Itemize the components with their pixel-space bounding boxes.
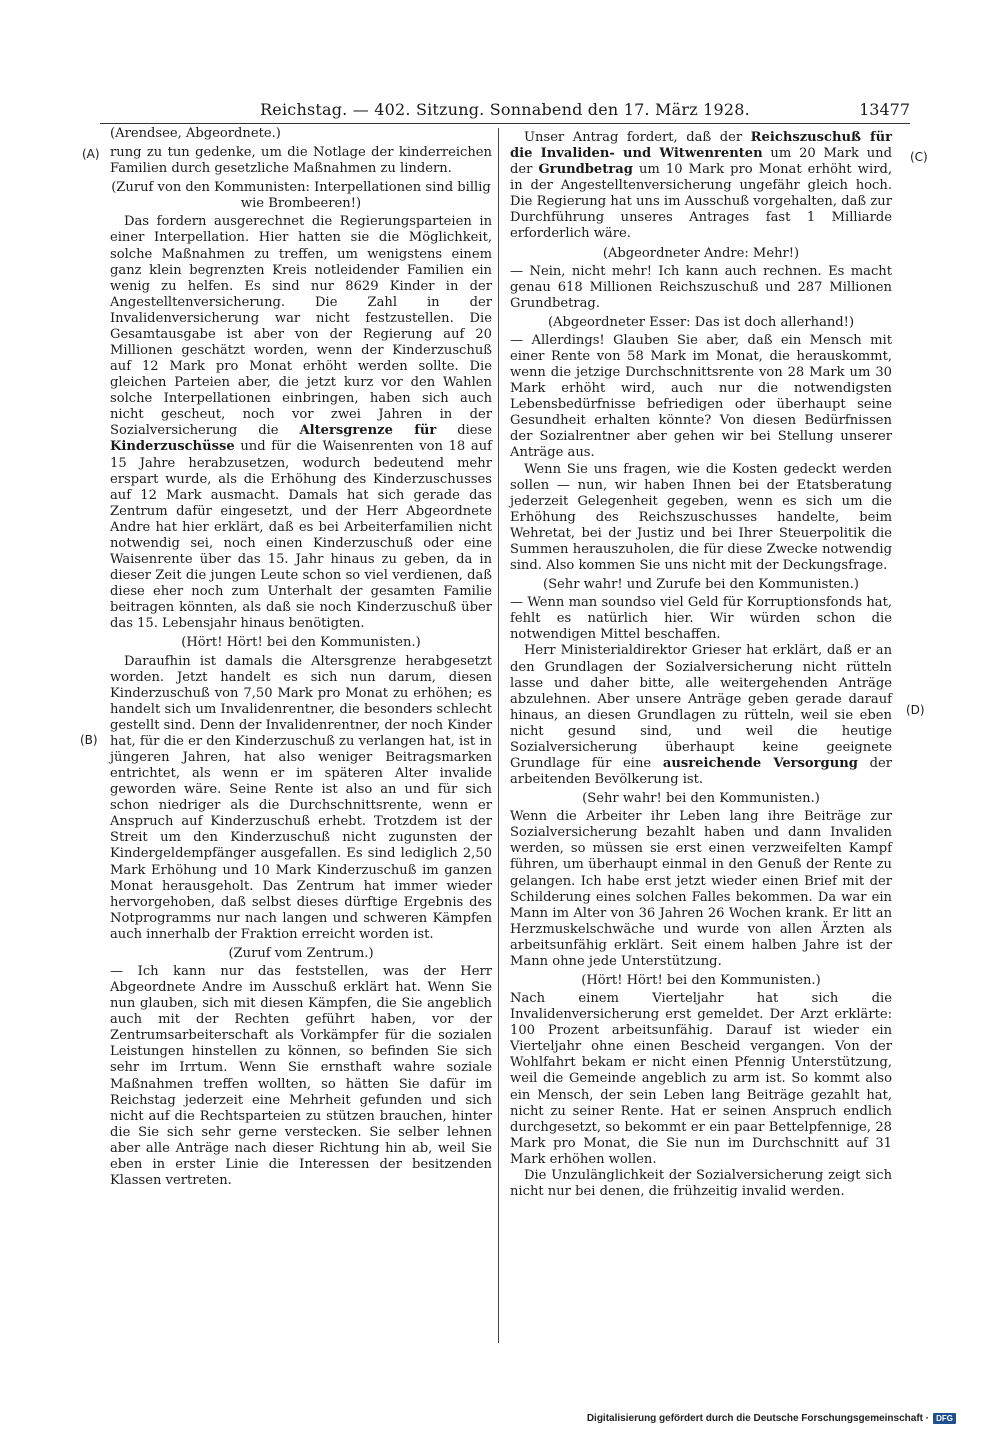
text-run: Das fordern ausgerechnet die Regierungsparteien in einer Interpellation. Hier hatten sie die Möglichkeit, solche Maßnahmen zu treffen, um wenigstens einem ganz klein begrenzten Kreis notleidender Familien ein wenig zu helfen. Es sind nur 8629 Kinder in der Angestelltenversicherung. Die Zahl in der Invalidenversicherung war nicht festzustellen. Die Gesamtausgabe ist aber von der Regierung auf 20 Millionen geschätzt worden, wenn der Kinderzuschuß auf 12 Mark pro Monat erhöht werden sollte. Die gleichen Parteien aber, die jetzt kurz vor den Wahlen solche Interpellationen einbringen, haben sich auch nicht gescheut, noch vor zwei Jahren in der Sozialversicherung die: [110, 214, 492, 439]
bold-term-versorgung: ausreichende Versorgung: [662, 755, 858, 771]
right-paragraph-7: Wenn die Arbeiter ihr Leben lang ihre Beiträge zur Sozialversicherung bezahlt haben und dann Invaliden werden, so müssen sie erst einen verzweifelten Kampf führen, um überhaupt einmal in den Genuß der Rente zu gelangen. Ich habe erst jetzt wieder einen Brief mit der Schilderung eines solchen Falles bekommen. Da war ein Mann im Alter von 36 Jahren 26 Wochen krank. Er litt an Herzmuskelschwäche und wurde von allen Ärzten als arbeitsunfähig erklärt. Seit einem halben Jahre ist der Mann ohne jede Unterstützung.: [510, 809, 892, 969]
interjection: (Hört! Hört! bei den Kommunisten.): [181, 635, 421, 651]
left-paragraph-4: — Ich kann nur das feststellen, was der Herr Abgeordnete Andre im Ausschuß erklärt hat. Wenn Sie nun glauben, sich mit diesen Kämpfen, die Sie angeblich auch mit der Rechten geführt haben, vor der Zentrumsarbeiterschaft als Vorkämpfer für die sozialen Leistungen hinstellen zu können, so befinden Sie sich sehr im Irrtum. Wenn Sie ernsthaft wahre soziale Maßnahmen treffen wollten, so hätten Sie dafür im Reichstag jederzeit eine Mehrheit gefunden und sich nicht auf die Rechtsparteien zu stützen brauchen, hinter die Sie sich sehr gerne verstecken. Sie selber lehnen aber alle Anträge nach dieser Richtung hin ab, weil Sie eben in erster Linie die Interessen der besitzenden Klassen vertreten.: [110, 963, 492, 1188]
right-paragraph-6: [510, 643, 892, 788]
text-run: um 10 Mark pro Monat erhöht wird, in der Angestelltenversicherung ungefähr gleich hoch. Die Regierung hat uns im Ausschuß vorgehalten, daß zur Durchführung unseres Antrages fast 1 Milliarde erforderlich wäre.: [510, 162, 892, 242]
left-paragraph-3: Daraufhin ist damals die Altersgrenze herabgesetzt worden. Jetzt handelt es sich nun darum, diesen Kinderzuschuß von 7,50 Mark pro Monat zu erhöhen; es handelt sich um Invalidenrentner, die besonders schlecht gestellt sind. Denn der Invalidenrentner, der noch Kinder hat, für die er den Kinderzuschuß zu verlangen hat, ist in jüngeren Jahren, hat also weniger Beitragsmarken entrichtet, als wenn er im späteren Alter invalide geworden wäre. Seine Rente ist also an und für sich schon niedriger als die Durchschnittsrente, wenn er Anspruch auf Kinderzuschuß erhebt. Trotzdem ist der Streit um den Kinderzuschuß nicht zugunsten der Kindergeldempfänger ausgefallen. Es sind lediglich 2,50 Mark Erhöhung und 10 Mark Kinderzuschuß im ganzen Monat herausgeholt. Das Zentrum hat immer wieder hervorgehoben, daß selbst dieses dürftige Ergebnis des Notprogramms nur nach langen und schweren Kämpfen auch innerhalb der Fraktion erreicht worden ist.: [110, 653, 492, 942]
right-paragraph-8: Nach einem Vierteljahr hat sich die Invalidenversicherung erst gemeldet. Der Arzt erklärte: 100 Prozent arbeitsunfähig. Darauf ist wieder ein Vierteljahr ohne einen Bescheid vergangen. Von der Wohlfahrt bekam er nicht einen Pfennig Unterstützung, weil die Gemeinde angeblich zu arm ist. So kommt also ein Mensch, der sein Leben lang Beiträge gezahlt hat, nicht zu seiner Rente. Hat er seinen Anspruch endlich durchgesetzt, so bekommt er ein paar Bettelpfennige, 28 Mark pro Monat, die Sie nun im Durchschnitt auf 31 Mark erhöhen wollen.: [510, 991, 892, 1167]
text-run: um 20 Mark und der: [510, 146, 892, 178]
right-paragraph-9: Die Unzulänglichkeit der Sozialversicherung zeigt sich nicht nur bei denen, die frühzeitig invalid werden.: [510, 1167, 892, 1199]
bold-term-kinderzuschuesse: Kinderzuschüsse: [110, 439, 235, 455]
interjection: (Sehr wahr! und Zurufe bei den Kommunisten.): [542, 577, 860, 593]
interjection: (Hört! Hört! bei den Kommunisten.): [581, 972, 821, 988]
header-title: Reichstag. — 402. Sitzung. Sonnabend den 17. März 1928.: [260, 100, 750, 119]
column-divider: [498, 128, 499, 1343]
bold-term-grundbetrag: Grundbetrag: [538, 162, 633, 178]
margin-marker-c: (C): [910, 150, 928, 164]
page-number: 13477: [859, 100, 910, 119]
margin-marker-d: (D): [906, 703, 925, 717]
page-header: [100, 96, 910, 124]
margin-marker-b: (B): [80, 733, 98, 747]
left-paragraph-2: [110, 214, 492, 632]
text-run: der arbeitenden Bevölkerung ist.: [510, 755, 892, 788]
left-column: [110, 126, 492, 1189]
text-run: diese: [436, 423, 492, 439]
dfg-logo: DFG: [933, 1413, 956, 1424]
right-paragraph-1: [510, 130, 892, 243]
interjection: (Sehr wahr! bei den Kommunisten.): [582, 791, 820, 807]
bold-term-altersgrenze: Altersgrenze für: [299, 423, 437, 439]
right-paragraph-2: — Nein, nicht mehr! Ich kann auch rechnen. Es macht genau 618 Millionen Reichszuschuß und 287 Millionen Grundbetrag.: [510, 263, 892, 311]
right-paragraph-3: — Allerdings! Glauben Sie aber, daß ein Mensch mit einer Rente von 58 Mark im Monat, die herauskommt, wenn die jetzige Durchschnittsrente von 28 Mark um 30 Mark erhöht wird, auch nur die notwendigsten Lebensbedürfnisse befriedigen oder überhaupt seine Gesundheit erhalten könnte? Von diesen Bedürfnissen der Sozialrentner aber gehen wir bei Stellung unserer Anträge aus.: [510, 332, 892, 461]
left-paragraph-1: rung zu tun gedenke, um die Notlage der kinderreichen Familien durch gesetzliche Maßnahmen zu lindern.: [110, 145, 492, 177]
interjection: (Zuruf von den Kommunisten: Interpellationen sind billig wie Brombeeren!): [111, 180, 491, 212]
text-run: und für die Waisenrenten von 18 auf 15 Jahre herabzusetzen, wodurch bedeutend mehr erspart wurde, als die Erhöhung des Kinderzuschusses auf 12 Mark ausmacht. Damals hat sich gerade das Zentrum dafür eingesetzt, und der Herr Abgeordnete Andre hat hier erklärt, daß es bei Arbeiterfamilien nicht notwendig sei, noch einen Kinderzuschuß oder eine Waisenrente über das 15. Jahr hinaus zu geben, da in dieser Zeit die jungen Leute schon so viel verdienen, daß diese eher noch zum Unterhalt der gesamten Familie beitragen könnten, als daß sie noch Kinderzuschuß über das 15. Lebensjahr hinaus benötigten.: [110, 439, 492, 632]
interjection: (Abgeordneter Esser: Das ist doch allerhand!): [547, 314, 855, 330]
footer-text: Digitalisierung gefördert durch die Deutsche Forschungsgemeinschaft ·: [586, 1413, 930, 1424]
digitization-footer: [587, 1413, 956, 1424]
right-paragraph-5: — Wenn man soundso viel Geld für Korruptionsfonds hat, fehlt es natürlich hier. Wir würden schon die notwendigen Mittel beschaffen.: [510, 595, 892, 643]
text-run: Unser Antrag fordert, daß der: [524, 130, 751, 145]
text-run: Herr Ministerialdirektor Grieser hat erklärt, daß er an den Grundlagen der Sozialversicherung nicht rütteln lasse und daher bitte, alle weitergehenden Anträge abzulehnen. Aber unsere Anträge geben gerade darauf hinaus, an diesen Grundlagen zu rütteln, weil sie eben nicht gesund sind, und weil die heutige Sozialversicherung überhaupt keine geeignete Grundlage für eine: [510, 643, 892, 771]
interjection: (Zuruf vom Zentrum.): [228, 945, 374, 961]
right-paragraph-4: Wenn Sie uns fragen, wie die Kosten gedeckt werden sollen — nun, wir haben Ihnen bei der Etatsberatung jederzeit Gelegenheit gegeben, wenn es sich um die Erhöhung des Reichszuschusses handelte, beim Wehretat, bei der Justiz und bei Ihrer Steuerpolitik die Summen herauszuholen, die für diese Zwecke notwendig sind. Also kommen Sie uns nicht mit der Deckungsfrage.: [510, 461, 892, 574]
margin-marker-a: (A): [82, 147, 100, 161]
speaker-label: (Arendsee, Abgeordnete.): [110, 126, 281, 141]
right-column: [510, 130, 892, 1200]
bold-term-reichszuschuss: Reichszuschuß für die Invaliden- und Witwenrenten: [510, 130, 893, 162]
interjection: (Abgeordneter Andre: Mehr!): [602, 245, 800, 261]
